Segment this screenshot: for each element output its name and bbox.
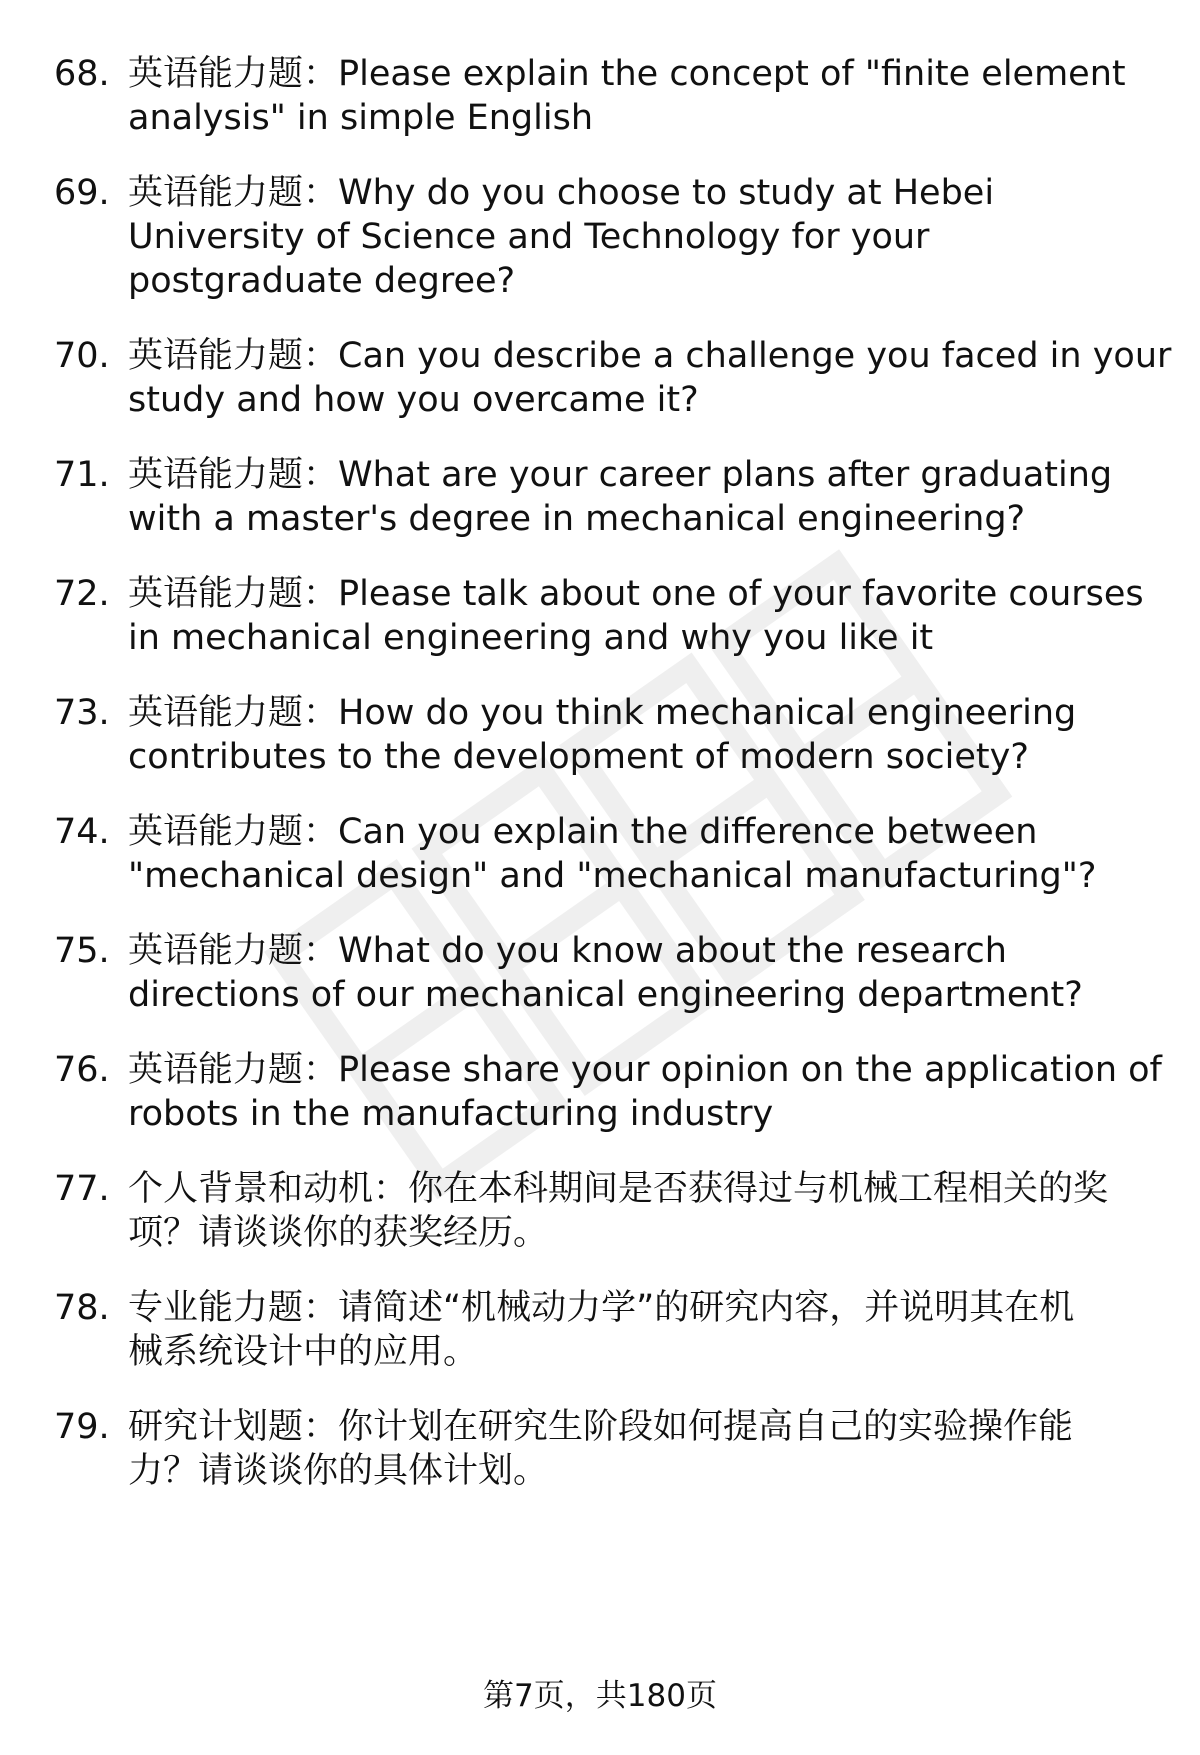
question-text-line: analysis" in simple English — [128, 98, 593, 138]
question-number: 69. — [54, 173, 110, 213]
question-number: 70. — [54, 336, 110, 376]
question-number: 76. — [54, 1050, 110, 1090]
question-text — [128, 691, 1168, 779]
question-number: 72. — [54, 574, 110, 614]
page-footer — [0, 1674, 1200, 1718]
question-text-line: 英语能力题：What do you know about the research — [128, 931, 1007, 971]
question-text-line: 英语能力题：Can you explain the difference between — [128, 812, 1038, 852]
question-number: 79. — [54, 1407, 110, 1447]
question-text-line: directions of our mechanical engineering department? — [128, 975, 1083, 1015]
question-text-line: 英语能力题：How do you think mechanical engineering — [128, 693, 1077, 733]
question-text — [128, 1048, 1168, 1136]
question-text-line: 械系统设计中的应用。 — [128, 1332, 479, 1372]
question-text-line: 英语能力题：Why do you choose to study at Hebei — [128, 173, 995, 213]
question-number: 75. — [54, 931, 110, 971]
question-text-line: with a master's degree in mechanical engineering? — [128, 499, 1026, 539]
question-text-line: "mechanical design" and "mechanical manufacturing"? — [128, 856, 1097, 896]
question-text-line: postgraduate degree? — [128, 261, 516, 301]
question-text-line: 个人背景和动机：你在本科期间是否获得过与机械工程相关的奖 — [128, 1169, 1109, 1209]
question-text — [128, 810, 1168, 898]
question-text-line: 研究计划题：你计划在研究生阶段如何提高自己的实验操作能 — [128, 1407, 1074, 1447]
question-text-line: 项？请谈谈你的获奖经历。 — [128, 1213, 549, 1253]
question-text — [128, 52, 1168, 140]
question-text-line: 专业能力题：请简述“机械动力学”的研究内容，并说明其在机 — [128, 1288, 1075, 1328]
question-number: 68. — [54, 54, 110, 94]
question-text-line: 英语能力题：Please talk about one of your favorite courses — [128, 574, 1144, 614]
question-text — [128, 1167, 1168, 1255]
question-text-line: 英语能力题：Please explain the concept of "finite element — [128, 54, 1126, 94]
question-text-line: 英语能力题：Please share your opinion on the application of — [128, 1050, 1162, 1090]
question-text-line: study and how you overcame it? — [128, 380, 699, 420]
question-text-line: contributes to the development of modern society? — [128, 737, 1029, 777]
page-indicator: 第7页，共180页 — [483, 1678, 717, 1714]
question-text — [128, 453, 1168, 541]
question-text-line: 力？请谈谈你的具体计划。 — [128, 1451, 549, 1491]
question-number: 77. — [54, 1169, 110, 1209]
question-text — [128, 334, 1172, 422]
question-text — [128, 1405, 1168, 1493]
question-number: 73. — [54, 693, 110, 733]
question-text — [128, 1286, 1168, 1374]
question-text — [128, 572, 1168, 660]
question-number: 71. — [54, 455, 110, 495]
question-text-line: University of Science and Technology for your — [128, 217, 930, 257]
question-text-line: 英语能力题：Can you describe a challenge you faced in your — [128, 336, 1172, 376]
question-text-line: 英语能力题：What are your career plans after graduating — [128, 455, 1113, 495]
question-text-line: in mechanical engineering and why you like it — [128, 618, 934, 658]
question-number: 74. — [54, 812, 110, 852]
question-text-line: robots in the manufacturing industry — [128, 1094, 774, 1134]
question-number: 78. — [54, 1288, 110, 1328]
question-text — [128, 171, 1168, 303]
question-text — [128, 929, 1168, 1017]
